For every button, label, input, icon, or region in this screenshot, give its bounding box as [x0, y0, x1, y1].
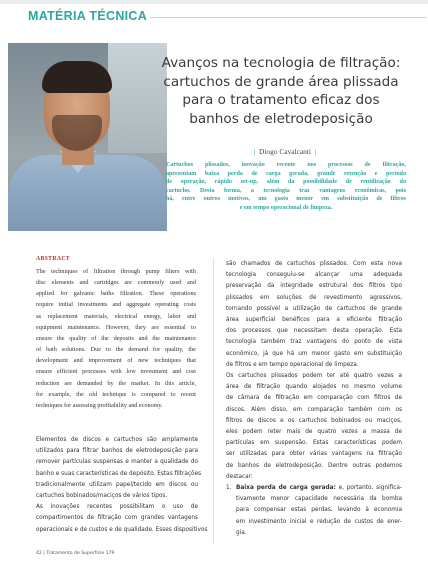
body-line: ser utilizadas para obter várias vantagens na filtração	[226, 451, 402, 458]
body-line: área superficial benéficos para a eficiente filtração	[226, 317, 402, 324]
list-item-line: para compensar estas perdas, levando à economia	[236, 507, 402, 514]
body-line: tecnologia também traz vantagens do ponto de vista	[226, 339, 402, 346]
body-right-column	[226, 259, 402, 539]
body-line: preservação da integridade estrutural dos filtros tipo	[226, 283, 402, 290]
lead-line: cartucho. Desta forma, a tecnologia traz vantagens econômicas, pois	[166, 187, 406, 194]
abstract-line: ensure the quality of the deposits and the maintenance	[36, 334, 196, 342]
body-line: tradicionalmente utilizam papel/tecido em discos ou	[36, 481, 198, 488]
body-line: cartuchos bobinados/maciços de vários tipos.	[36, 493, 168, 500]
body-line: de banhos de eletrodeposição. Dentre outras podemos	[226, 462, 402, 469]
body-line: tornando possível a utilização de cartuchos de grande	[226, 305, 402, 312]
author-photo	[8, 43, 167, 231]
list-item-line: em investimento inicial e redução de custos de ener-	[236, 518, 402, 525]
body-line: partículas em suspensão. Estas características podem	[226, 440, 402, 447]
abstract-line: applied for galvanic baths filtration. These operations	[36, 290, 196, 298]
section-title: MATÉRIA TÉCNICA	[28, 9, 148, 23]
title-line: Avanços na tecnologia de filtração:	[161, 55, 401, 71]
lead-paragraph	[166, 161, 406, 213]
body-line: plissados em soluções de revestimento agressivos,	[226, 294, 402, 301]
body-line: tecnologia conseguiu-se alcançar uma adequada	[226, 272, 402, 279]
list-item-heading: Baixa perda de carga gerada:	[236, 485, 336, 492]
abstract-line: for example, the old technique is compared to recent	[36, 390, 196, 398]
body-line: área de filtração quando alojados no mesmo volume	[226, 384, 402, 391]
body-line: discos. Além disso, em comparação também com os	[226, 406, 402, 413]
lead-line: Cartuchos plissados, inovação recente nos processos de filtração,	[166, 162, 406, 168]
lead-line: e em tempo operacional de limpeza.	[239, 204, 333, 211]
abstract-line: The techniques of filtration through pump filters with	[36, 268, 196, 275]
body-line: são chamados de cartuchos plissados. Com esta nova	[226, 261, 402, 267]
column-divider	[213, 258, 214, 544]
list-item-line: gia.	[236, 529, 247, 536]
body-line: de filtros e em tempo operacional de limpeza.	[226, 361, 359, 368]
list-item	[226, 483, 402, 494]
abstract-line: require initial investments and aggregate operating costs	[36, 301, 196, 309]
body-line: econômico, já que há um menor gasto em substituição	[226, 350, 402, 357]
body-line: Elementos de discos e cartuchos são amplamente	[36, 437, 198, 443]
title-line: banhos de eletrodeposição	[189, 110, 373, 127]
author-name: Diogo Cavalcanti	[259, 147, 311, 156]
byline	[170, 147, 400, 156]
article-title	[158, 54, 404, 128]
body-line: filtros de discos e os cartuchos bobinados ou maciços,	[226, 417, 402, 424]
list-item-number: 1.	[226, 485, 232, 492]
abstract-line: of bath solutions. Due to the demand for quality, the	[36, 346, 196, 354]
top-rule	[0, 0, 428, 4]
abstract-line: development and improvement of new techniques that	[36, 357, 196, 365]
title-line: para o tratamento eficaz dos	[182, 92, 380, 108]
body-line: dos processos que necessitam desta operação. Esta	[226, 328, 402, 335]
body-line: de câmara de filtração em comparação com filtros de	[226, 395, 402, 402]
section-header	[28, 8, 426, 28]
abstract-line: as replacement materials, electrical energy, labor and	[36, 312, 196, 320]
byline-bar-right: |	[314, 147, 317, 156]
abstract-text	[36, 266, 196, 411]
body-line: operacionais e de custos e de qualidade. Esses dispositivos	[36, 526, 208, 533]
list-item-text: e, portanto, significa-	[335, 485, 402, 492]
page-footer: 42 | Tratamento de Superfície 179	[36, 551, 115, 556]
section-rule	[150, 17, 426, 18]
body-line: destacar:	[226, 473, 253, 480]
abstract-line: equipment maintenance. However, they are essential to	[36, 323, 196, 331]
body-line: remover partículas suspensas e manter a qualidade do	[36, 459, 198, 466]
abstract-line: ensure efficient processes with low investment and cost	[36, 368, 196, 376]
body-line: Os cartuchos plissados podem ter até quatro vezes a	[226, 373, 402, 380]
abstract-line: disc elements and cartridges are commonly used and	[36, 279, 196, 287]
abstract-heading: ABSTRACT	[36, 256, 70, 262]
title-line: cartuchos de grande área plissada	[163, 73, 399, 90]
abstract-line: techniques for assessing profitability and economy.	[36, 401, 163, 409]
lead-line: há, entre outros motivos, um gasto menor em substituição de filtros	[166, 196, 406, 203]
byline-bar-left: |	[253, 147, 256, 156]
body-line: As inovações recentes possibilitam o uso de	[36, 504, 198, 511]
body-line: compartimentos de filtração com grandes vantagens	[36, 515, 198, 522]
lead-line: de operação, rápido set-up, além da possibilidade de reutilização do	[166, 179, 406, 186]
body-line: utilizados para filtrar banhos de eletrodeposição para	[36, 448, 198, 455]
body-left-column	[36, 435, 208, 536]
body-line: eles podem reter mais de quatro vezes a massa de	[226, 429, 402, 436]
list-item-line: tivamente menor capacidade necessária da bomba	[236, 496, 402, 503]
lead-line: apresentam baixa perda de carga gerada, grande retenção e período	[166, 170, 406, 177]
photo-hair	[42, 61, 112, 93]
body-line: banho e suas características de depósito. Estas filtrações	[36, 470, 202, 477]
abstract-line: reduction are demanded by the market. In this article,	[36, 379, 196, 387]
